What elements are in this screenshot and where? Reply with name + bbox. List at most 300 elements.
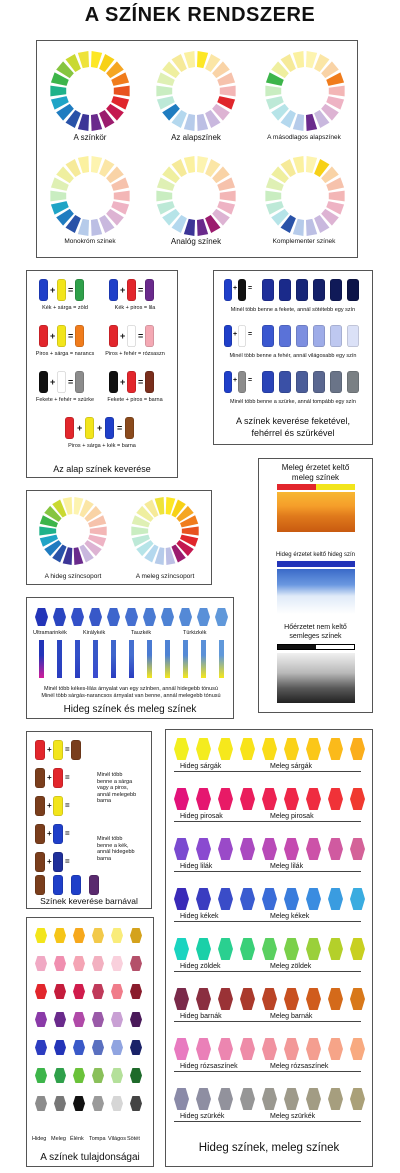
wheel-colorwheel-segment xyxy=(114,86,130,97)
palette-hex xyxy=(306,1038,321,1060)
cold-arrow xyxy=(174,1121,266,1122)
shade-swatch xyxy=(347,279,359,301)
brown-operator: = xyxy=(65,745,70,754)
property-tile xyxy=(111,956,123,971)
blue-hex xyxy=(35,608,48,626)
property-tile xyxy=(130,928,142,943)
property-tile xyxy=(111,984,123,999)
shade-swatch xyxy=(238,325,246,347)
desert-image xyxy=(277,492,355,532)
palette-hex xyxy=(218,938,233,960)
warm-arrow xyxy=(266,921,361,922)
palette-hex xyxy=(306,938,321,960)
palette-hex xyxy=(196,888,211,910)
cold-group-label: A hideg színcsoport xyxy=(44,573,102,580)
property-tile xyxy=(54,1096,66,1111)
palette-hex xyxy=(306,1088,321,1110)
shade-operator: + xyxy=(233,285,238,292)
palette-hex xyxy=(350,1088,365,1110)
property-tile xyxy=(111,1040,123,1055)
blue-hex xyxy=(215,608,228,626)
brown-note-warm: annál melegebb xyxy=(97,791,137,798)
palette-hex xyxy=(174,888,189,910)
property-tile xyxy=(130,984,142,999)
temperature-panel xyxy=(258,458,373,713)
mix-swatch xyxy=(57,371,66,393)
cold-label: Hideg szürkék xyxy=(180,1113,225,1120)
blues-text-2: Minél több sárgás-narancsos árnyalat van benne, annál melegebb tónusú xyxy=(41,693,221,699)
property-tile xyxy=(54,984,66,999)
property-tile xyxy=(54,928,66,943)
warm-label: Meleg kékek xyxy=(270,913,310,920)
shade-operator: = xyxy=(248,285,253,292)
property-tile xyxy=(73,1096,85,1111)
shade-swatch xyxy=(296,279,308,301)
property-tile xyxy=(73,1068,85,1083)
property-tile xyxy=(35,1040,47,1055)
brown-note-warm: barna xyxy=(97,798,112,804)
wheel-analog-segment xyxy=(156,191,172,202)
shade-swatch xyxy=(262,371,274,393)
neutral-color-bar xyxy=(277,644,355,650)
property-tile xyxy=(35,1068,47,1083)
palette-hex xyxy=(350,1038,365,1060)
warm-arrow xyxy=(266,971,361,972)
property-label: Sötét xyxy=(127,1136,140,1142)
mix-recipe-text: Fekete + piros = barna xyxy=(107,397,163,403)
palette-hex xyxy=(350,738,365,760)
cold-label: Hideg sárgák xyxy=(180,763,222,770)
property-tile xyxy=(35,956,47,971)
shade-text: Minél több benne a szürke, annál tompább egy szín xyxy=(230,399,356,405)
shade-swatch xyxy=(262,279,274,301)
mix-operator: + xyxy=(120,377,126,387)
cold-warm-blues-panel xyxy=(26,597,234,719)
palette-hex xyxy=(218,988,233,1010)
mix-operator: + xyxy=(77,423,83,433)
cold-arrow xyxy=(174,971,266,972)
warm-group-label: A meleg színcsoport xyxy=(135,573,195,580)
property-tile xyxy=(54,1040,66,1055)
shade-swatch xyxy=(330,279,342,301)
mix-swatch xyxy=(57,325,66,347)
palette-hex xyxy=(328,988,343,1010)
palette-hex xyxy=(218,838,233,860)
mix-operator: = xyxy=(68,331,74,341)
palette-hex xyxy=(350,888,365,910)
wheel-primary-segment xyxy=(156,86,172,97)
properties-caption: A színek tulajdonságai xyxy=(40,1152,140,1163)
mix-recipe-text: Kék + piros = lila xyxy=(114,305,156,311)
mix-swatch xyxy=(127,371,136,393)
mix-swatch xyxy=(57,279,66,301)
palette-hex xyxy=(306,838,321,860)
palette-hex xyxy=(350,838,365,860)
brown-operator: + xyxy=(47,801,52,810)
palette-hex xyxy=(262,738,277,760)
blue-swatches xyxy=(27,598,233,690)
warm-label: Meleg lilák xyxy=(270,863,304,870)
property-tile xyxy=(35,1012,47,1027)
mix-operator: + xyxy=(120,331,126,341)
blue-hex xyxy=(161,608,174,626)
wheel-complementary-segment xyxy=(329,191,345,202)
mix-recipe-text: Piros + fehér = rózsaszn xyxy=(105,351,165,357)
palette-hex xyxy=(240,1038,255,1060)
palette-hex xyxy=(328,838,343,860)
property-label: Élénk xyxy=(70,1136,84,1142)
brown-operator: + xyxy=(47,745,52,754)
mix-swatch xyxy=(39,279,48,301)
palette-hex xyxy=(196,1038,211,1060)
blues-text-1: Minél több kékes-lilás árnyalat van egy színben, annál hidegebb tónusú xyxy=(44,686,218,692)
cold-arrow xyxy=(174,921,266,922)
blue-bar xyxy=(111,640,116,678)
mix-swatch xyxy=(105,417,114,439)
cold-arrow xyxy=(174,821,266,822)
property-tile xyxy=(92,984,104,999)
blue-bar xyxy=(219,640,224,678)
mix-recipe-text: Piros + sárga + kék = barna xyxy=(68,443,136,449)
shade-swatch xyxy=(279,325,291,347)
palette-hex xyxy=(284,888,299,910)
mix-operator: = xyxy=(117,423,123,433)
shade-operator: = xyxy=(248,331,253,338)
brown-swatch xyxy=(35,740,45,760)
warm-color-bar xyxy=(277,484,355,490)
warm-label: Meleg rózsaszínek xyxy=(270,1063,329,1070)
shade-mixing-panel xyxy=(213,270,373,445)
property-tile xyxy=(35,984,47,999)
property-tile xyxy=(92,956,104,971)
property-tile xyxy=(130,1096,142,1111)
property-tile xyxy=(130,1012,142,1027)
palette-hex xyxy=(196,838,211,860)
mix-recipe-text: Fekete + fehér = szürke xyxy=(35,397,95,403)
palette-hex xyxy=(240,888,255,910)
brown-rows xyxy=(27,732,151,892)
shade-swatch xyxy=(296,371,308,393)
palette-hex xyxy=(240,1088,255,1110)
wheel-cold-group-segment xyxy=(90,526,107,535)
palette-hex xyxy=(218,1088,233,1110)
palette-hex xyxy=(350,788,365,810)
palette-hex xyxy=(284,1088,299,1110)
palette-hex xyxy=(328,1088,343,1110)
shade-rows xyxy=(214,271,372,416)
blue-bar xyxy=(201,640,206,678)
brown-swatch xyxy=(71,740,81,760)
blue-bar xyxy=(165,640,170,678)
blue-hex xyxy=(107,608,120,626)
mix-operator: + xyxy=(50,285,56,295)
shade-swatch xyxy=(262,325,274,347)
palette-hex xyxy=(196,938,211,960)
palette-hex xyxy=(284,788,299,810)
palette-hex xyxy=(284,988,299,1010)
property-tile xyxy=(73,956,85,971)
property-tile xyxy=(92,928,104,943)
mix-swatch xyxy=(39,325,48,347)
warm-title-1: Meleg érzetet keltő xyxy=(281,463,350,472)
shade-text: Minél több benne a fekete, annál sötétebb egy szín xyxy=(230,307,356,313)
blue-bar xyxy=(183,640,188,678)
palette-hex xyxy=(328,888,343,910)
page-title: A SZÍNEK RENDSZERE xyxy=(84,4,316,26)
mix-swatch xyxy=(65,417,74,439)
property-tile xyxy=(130,956,142,971)
cold-arrow xyxy=(174,771,266,772)
shade-operator: + xyxy=(233,331,238,338)
neutral-title-2: semleges színek xyxy=(289,633,342,640)
property-tile xyxy=(130,1068,142,1083)
brown-swatch xyxy=(35,768,45,788)
shade-swatch xyxy=(224,325,232,347)
wheel-label-3: A másodlagos alapszínek xyxy=(267,134,341,141)
brown-operator: = xyxy=(65,801,70,810)
palette-hex xyxy=(174,1088,189,1110)
palette-hex xyxy=(174,988,189,1010)
brown-operator: = xyxy=(65,773,70,782)
mix-operator: + xyxy=(120,285,126,295)
property-tile xyxy=(111,1012,123,1027)
blues-caption: Hideg színek és meleg színek xyxy=(63,704,197,715)
blue-hex xyxy=(125,608,138,626)
property-label: Meleg xyxy=(51,1136,66,1142)
palette-hex xyxy=(262,888,277,910)
property-tile xyxy=(92,1040,104,1055)
property-tile xyxy=(54,956,66,971)
blue-bar xyxy=(75,640,80,678)
shade-swatch xyxy=(347,325,359,347)
palette-hex xyxy=(218,888,233,910)
cold-label: Hideg kékek xyxy=(180,913,219,920)
blue-bar xyxy=(39,640,44,678)
mix-swatch xyxy=(75,279,84,301)
cold-title: Hideg érzetet keltő hideg szín xyxy=(275,552,356,558)
brown-operator: = xyxy=(65,857,70,866)
palette-hex xyxy=(262,838,277,860)
property-tile xyxy=(73,984,85,999)
palette-hex xyxy=(174,938,189,960)
wheel-warm-group-segment xyxy=(182,526,199,535)
brown-swatch xyxy=(53,796,63,816)
palette-hex xyxy=(174,788,189,810)
brown-swatch xyxy=(53,852,63,872)
shade-caption-1: A színek keverése feketével, xyxy=(235,416,351,426)
palette-hex xyxy=(284,938,299,960)
palette-hex xyxy=(350,988,365,1010)
brown-swatch xyxy=(71,875,81,895)
cold-arrow xyxy=(174,1071,266,1072)
brown-operator: = xyxy=(65,829,70,838)
property-label: Világos xyxy=(108,1136,126,1142)
shade-swatch xyxy=(313,279,325,301)
brown-operator: + xyxy=(47,857,52,866)
wheel-mono-segment xyxy=(50,191,66,202)
shade-swatch xyxy=(313,371,325,393)
brown-swatch xyxy=(35,852,45,872)
wheel-label-2: Az alapszínek xyxy=(171,133,221,142)
palette-hex xyxy=(284,838,299,860)
shade-swatch xyxy=(224,371,232,393)
palette-hex xyxy=(350,938,365,960)
warm-label: Meleg sárgák xyxy=(270,763,313,770)
blue-hex xyxy=(197,608,210,626)
brown-note-cold: benne a kék, xyxy=(97,842,129,849)
cold-arrow xyxy=(174,871,266,872)
properties-grid xyxy=(27,918,153,1143)
winter-image xyxy=(277,569,355,614)
property-label: Tompa xyxy=(89,1136,106,1142)
blue-name: Türkizkék xyxy=(183,630,207,636)
property-tile xyxy=(130,1040,142,1055)
property-tile xyxy=(35,1096,47,1111)
neutral-title-1: Hőérzetet nem keltő xyxy=(284,624,347,631)
palette-hex xyxy=(240,738,255,760)
palette-hex xyxy=(196,1088,211,1110)
brown-swatch xyxy=(35,824,45,844)
brown-swatch xyxy=(53,768,63,788)
mix-recipe-text: Piros + sárga = narancs xyxy=(35,351,95,357)
wheel-complementary-segment xyxy=(265,191,281,202)
wheel-mono-segment xyxy=(114,191,130,202)
brown-swatch xyxy=(53,824,63,844)
mix-operator: + xyxy=(50,377,56,387)
palette-hex xyxy=(306,888,321,910)
brown-note-warm: benne a sárga xyxy=(97,778,133,785)
mixing-caption: Az alap színek keverése xyxy=(53,464,151,474)
blue-name: Királykék xyxy=(83,630,106,636)
palette-hex xyxy=(262,1038,277,1060)
mix-swatch xyxy=(109,279,118,301)
warm-arrow xyxy=(266,771,361,772)
wheel-primary-segment xyxy=(220,86,236,97)
palette-hex xyxy=(218,738,233,760)
palette-hex xyxy=(240,838,255,860)
property-tile xyxy=(73,928,85,943)
wheel-secondary-segment xyxy=(329,86,345,97)
palette-hex xyxy=(240,988,255,1010)
shade-swatch xyxy=(330,371,342,393)
palette-hex xyxy=(306,988,321,1010)
mix-swatch xyxy=(109,325,118,347)
warm-title-2: meleg színek xyxy=(291,473,340,482)
cold-arrow xyxy=(174,1021,266,1022)
brown-swatch xyxy=(53,740,63,760)
cold-color-bar xyxy=(277,561,355,567)
blue-name: Ultramarinkék xyxy=(33,630,67,636)
mix-operator: = xyxy=(138,285,144,295)
brown-swatch xyxy=(35,796,45,816)
palette-hex xyxy=(262,1088,277,1110)
blue-bar xyxy=(129,640,134,678)
wheel-secondary-segment xyxy=(265,86,281,97)
mix-swatch xyxy=(39,371,48,393)
palette-hex xyxy=(328,938,343,960)
blue-name: Tauzkék xyxy=(131,630,152,636)
mix-swatch xyxy=(145,325,154,347)
brown-note-warm: Minél több xyxy=(97,772,123,778)
warm-label: Meleg barnák xyxy=(270,1013,313,1020)
palette-hex xyxy=(262,788,277,810)
warm-arrow xyxy=(266,821,361,822)
shade-text: Minél több benne a fehér, annál világosabb egy szín xyxy=(229,353,357,359)
cold-label: Hideg pirosak xyxy=(180,813,223,820)
color-wheels xyxy=(37,41,357,257)
wheel-warm-group-segment xyxy=(131,526,148,535)
cold-label: Hideg lilák xyxy=(180,863,213,870)
mix-operator: = xyxy=(68,285,74,295)
mix-swatch xyxy=(75,325,84,347)
wheel-cold-group-segment xyxy=(39,526,56,535)
color-wheel-panel xyxy=(36,40,358,258)
wheel-label-5: Analóg színek xyxy=(170,237,222,246)
property-tile xyxy=(111,1068,123,1083)
mix-swatch xyxy=(85,417,94,439)
mixing-recipes xyxy=(27,271,177,461)
property-tile xyxy=(92,1012,104,1027)
blue-bar xyxy=(57,640,62,678)
blue-hex xyxy=(89,608,102,626)
brown-note-cold: Minél több xyxy=(97,836,123,842)
warm-label: Meleg pirosak xyxy=(270,813,314,820)
blue-hex xyxy=(179,608,192,626)
palette-hex xyxy=(240,938,255,960)
cold-warm-palette-panel xyxy=(165,729,373,1167)
brown-swatch xyxy=(53,875,63,895)
mix-swatch xyxy=(125,417,134,439)
warm-arrow xyxy=(266,1021,361,1022)
palette-hex xyxy=(262,938,277,960)
property-tile xyxy=(111,928,123,943)
brown-swatch xyxy=(35,875,45,895)
palette-hex xyxy=(284,738,299,760)
shade-swatch xyxy=(330,325,342,347)
shade-swatch xyxy=(313,325,325,347)
brown-mixing-panel xyxy=(26,731,152,909)
brown-caption: Színek keverése barnával xyxy=(40,896,138,906)
palette-hex xyxy=(196,738,211,760)
shade-swatch xyxy=(238,371,246,393)
cold-label: Hideg zöldek xyxy=(180,963,221,970)
mix-swatch xyxy=(75,371,84,393)
shade-swatch xyxy=(279,279,291,301)
palette-caption: Hideg színek, meleg színek xyxy=(198,1142,340,1154)
palette-hex xyxy=(174,838,189,860)
brown-note-cold: annál hidegebb xyxy=(97,849,135,855)
group-wheels xyxy=(27,491,211,584)
wheel-label-4: Monokróm színek xyxy=(64,238,116,245)
property-tile xyxy=(35,928,47,943)
blue-bar xyxy=(93,640,98,678)
mix-operator: + xyxy=(97,423,103,433)
shade-operator: = xyxy=(248,377,253,384)
brown-swatch xyxy=(89,875,99,895)
property-tile xyxy=(73,1012,85,1027)
mix-operator: = xyxy=(138,331,144,341)
warm-label: Meleg zöldek xyxy=(270,963,312,970)
shade-swatch xyxy=(279,371,291,393)
warm-arrow xyxy=(266,1071,361,1072)
mix-operator: + xyxy=(50,331,56,341)
wheel-label-1: A színkör xyxy=(73,133,107,142)
shade-caption-2: fehérrel és szürkével xyxy=(251,428,335,438)
mix-swatch xyxy=(109,371,118,393)
shade-swatch xyxy=(224,279,232,301)
palette-hex xyxy=(284,1038,299,1060)
mix-recipe-text: Kék + sárga = zöld xyxy=(42,305,88,311)
